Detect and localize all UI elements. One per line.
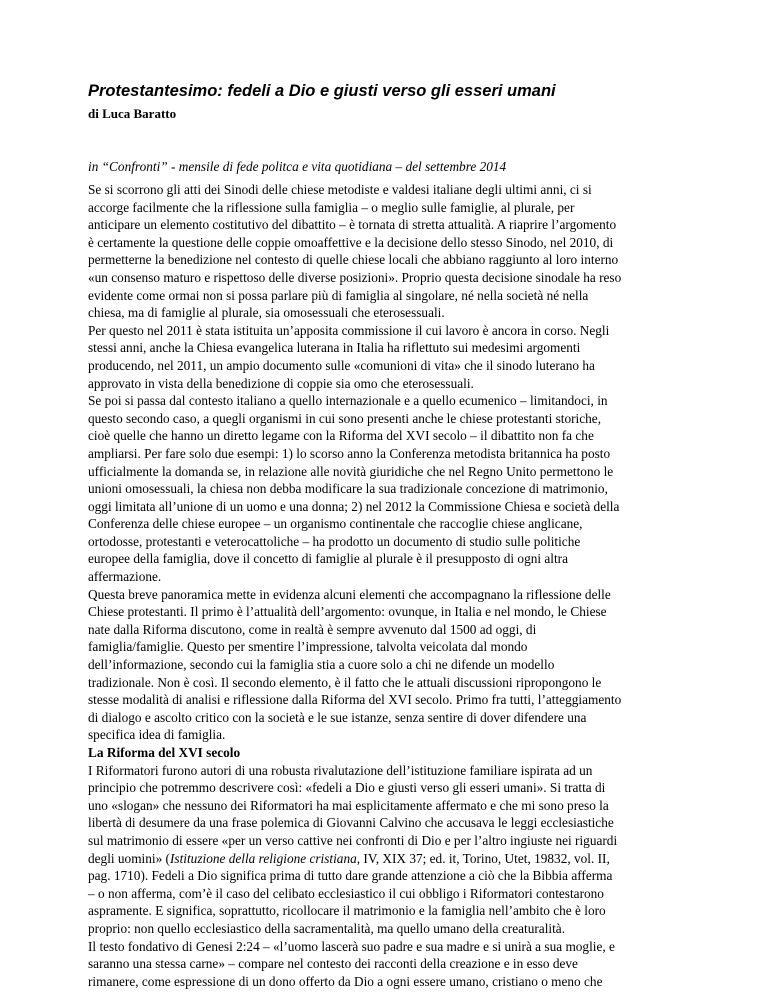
text-line: affermazione. [88, 569, 162, 585]
text-line: specifica idea di famiglia. [88, 727, 226, 743]
text-line: Conferenza delle chiese europee – un organismo continentale che raccoglie chiese anglicane, [88, 516, 583, 532]
text-line: stesse modalità di analisi e riflessione dalla Riforma del XVI secolo. Primo fra tutti, l’atteggiamento [88, 692, 622, 708]
text-line-with-citation [88, 850, 698, 868]
section-heading: La Riforma del XVI secolo [88, 745, 241, 760]
text-line: Questa breve panoramica mette in evidenza alcuni elementi che accompagnano la riflessione delle [88, 586, 611, 602]
paragraph-1 [88, 181, 698, 322]
text-line: principio che potremmo descrivere così: «fedeli a Dio e giusti verso gli esseri umani». Si tratta di [88, 780, 606, 796]
text-line: permetterne la benedizione nel contesto di quelle chiese locali che abbiano raggiunto al loro interno [88, 252, 619, 268]
text-line: ampliarsi. Per fare solo due esempi: 1) lo scorso anno la Conferenza metodista britannica ha posto [88, 445, 611, 461]
text-line: chiesa, ma di famiglie al plurale, sia omosessuali che eterosessuali. [88, 305, 445, 321]
text-line: Per questo nel 2011 è stata istituita un’apposita commissione il cui lavoro è ancora in corso. Negli [88, 322, 610, 338]
text-line: unioni omosessuali, la chiesa non debba modificare la sua tradizionale concezione di matrimonio, [88, 481, 608, 497]
text-line: Se si scorrono gli atti dei Sinodi delle chiese metodiste e valdesi italiane degli ultimi anni, ci si [88, 182, 592, 197]
paragraph-4 [88, 586, 698, 744]
document-author: di Luca Baratto [88, 106, 177, 121]
text-line: evidente come ormai non si possa parlare più di famiglia al singolare, né nella società né nella [88, 287, 589, 303]
text-line: questo secondo caso, a quegli organismi in cui sono presenti anche le chiese protestanti storiche, [88, 410, 602, 426]
text-line: anticipare un elemento costitutivo del dibattito – è tornata di stretta attualità. A riaprire l’argomento [88, 217, 617, 233]
paragraph-6 [88, 938, 698, 991]
text-line: ufficialmente la domanda se, in relazione alle novità giuridiche che nel Regno Unito permettono le [88, 463, 614, 479]
text-line: è certamente la questione delle coppie omoaffettive e la decisione dello stesso Sinodo, nel 2010, di [88, 234, 614, 250]
text-line: Chiese protestanti. Il primo è l’attualità dell’argomento: ovunque, in Italia e nel mondo, le Chiese [88, 604, 607, 620]
text-line: dell’informazione, secondo cui la famiglia stia a cuore solo a chi ne difende un modello [88, 657, 555, 673]
book-title: Istituzione della religione cristiana [170, 850, 357, 866]
document-source: in “Confronti” - mensile di fede politca e vita quotidiana – del settembre 2014 [88, 159, 507, 174]
paragraph-3 [88, 392, 698, 586]
text-line: sul matrimonio di essere «per un verso cattive nei confronti di Dio e per l’altro ingiuste nei riguardi [88, 832, 618, 848]
text-line: uno «slogan» che nessuno dei Riformatori ha mai esplicitamente affermato e che mi sono preso la [88, 797, 609, 813]
text-line: libertà di desumere da una frase polemica di Giovanni Calvino che accusava le leggi ecclesiastiche [88, 815, 614, 831]
text-fragment: degli uomini» ( [88, 850, 170, 866]
text-line: stessi anni, anche la Chiesa evangelica luterana in Italia ha riflettuto sui medesimi argomenti [88, 340, 581, 356]
text-fragment: , IV, XIX 37; ed. it, Torino, Utet, 19832, vol. II, [356, 850, 610, 866]
text-line: saranno una stessa carne» – compare nel contesto dei racconti della creazione e in esso deve [88, 956, 578, 972]
text-line: producendo, nel 2011, un ampio documento sulle «comunioni di vita» che il sinodo luterano ha [88, 357, 595, 373]
text-line: tradizionale. Non è così. Il secondo elemento, è il fatto che le attuali discussioni ripropongono le [88, 674, 602, 690]
text-line: di dialogo e ascolto critico con la società e le sue istanze, senza sentire di dover difendere una [88, 709, 587, 725]
document-title: Protestantesimo: fedeli a Dio e giusti verso gli esseri umani [88, 82, 556, 100]
text-line: ortodosse, protestanti e veterocattoliche – ha prodotto un documento di studio sulle politiche [88, 533, 581, 549]
text-line: nate dalla Riforma discutono, come in realtà è sempre avvenuto dal 1500 ad oggi, di [88, 621, 537, 637]
text-line: rimanere, come espressione di un dono offerto da Dio a ogni essere umano, cristiano o meno che [88, 973, 603, 989]
text-line: pag. 1710). Fedeli a Dio significa prima di tutto dare grande attenzione a ciò che la Bibbia afferma [88, 868, 613, 884]
text-line: oggi limitata all’unione di un uomo e una donna; 2) nel 2012 la Commissione Chiesa e società della [88, 498, 620, 514]
text-line: approvato in vista della benedizione di coppie sia omo che eterosessuali. [88, 375, 474, 391]
paragraph-2 [88, 322, 698, 392]
text-line: aspramente. E significa, soprattutto, ricollocare il matrimonio e la famiglia nell’ambito che è loro [88, 903, 606, 919]
document-page [88, 80, 698, 990]
text-line: accorge facilmente che la riflessione sulla famiglia – o meglio sulle famiglie, al plurale, per [88, 199, 575, 215]
text-line: Se poi si passa dal contesto italiano a quello internazionale e a quello ecumenico – limitandoci, in [88, 393, 608, 409]
text-line: europee della famiglia, dove il concetto di famiglie al plurale è il presupposto di ogni altra [88, 551, 569, 567]
text-line: famiglia/famiglie. Questo per smentire l’impressione, talvolta veicolata dal mondo [88, 639, 528, 655]
text-line: Il testo fondativo di Genesi 2:24 – «l’uomo lascerà suo padre e sua madre e si unirà a sua moglie, e [88, 938, 615, 954]
text-line: I Riformatori furono autori di una robusta rivalutazione dell’istituzione familiare ispirata ad un [88, 762, 593, 778]
text-line: proprio: non quello ecclesiastico della sacramentalità, ma quello umano della creaturalità. [88, 920, 566, 936]
paragraph-5 [88, 762, 698, 938]
text-line: cioè quelle che hanno un diretto legame con la Riforma del XVI secolo – il dibattito non fa che [88, 428, 594, 444]
text-line: – o non afferma, com’è il caso del celibato ecclesiastico il cui obbligo i Riformatori contestarono [88, 885, 604, 901]
text-line: «un consenso maturo e rispettoso delle diverse posizioni». Proprio questa decisione sinodale ha reso [88, 269, 622, 285]
